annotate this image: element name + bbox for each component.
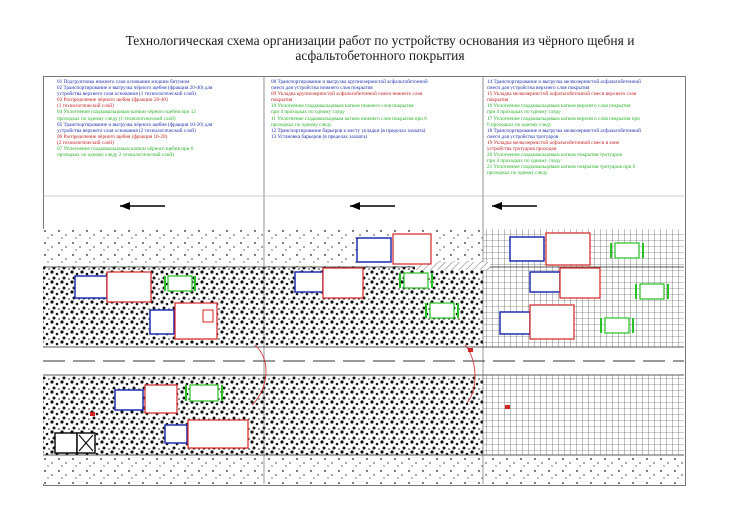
lane-lower-3 (483, 375, 684, 455)
process-note: устройства верхнего слоя основания (2 технологический слой) (57, 127, 196, 134)
process-note: 05 Транспортирование и выгрузка чёрного щебня (фракция 10-20) для (57, 121, 213, 128)
process-note: 10 Уплотнение гладковальцовым катком нижнего слоя покрытия (271, 103, 414, 110)
title-line-1: Технологическая схема организации работ по устройству основания из чёрного щебня и (125, 33, 635, 48)
road-roller (601, 318, 633, 333)
marker (468, 348, 473, 352)
process-note: при 4 проходках по одному следу (487, 109, 561, 116)
road-roller (611, 243, 643, 258)
process-note: 06 Распределение чёрного щебня (фракция 10-20) (57, 133, 168, 140)
process-note: 02 Транспортирование и выгрузка чёрного щебня (фракция 20-40) для (57, 85, 213, 92)
marker (90, 412, 95, 416)
roadside-upper-1 (43, 229, 264, 267)
process-note: 14 Транспортирование и выгрузка мелкозернистой асфальтобетонной (487, 79, 641, 85)
roadside-lower (43, 455, 684, 484)
dump-truck (357, 234, 431, 264)
process-note: 20 Уплотнение гладковальцовым катком покрытия тротуаров (487, 152, 622, 159)
marker (505, 405, 510, 409)
distributor-truck (55, 433, 95, 453)
road-roller (426, 303, 458, 318)
process-note: 08 Транспортирование и выгрузка крупнозернистой асфальтобетонной (271, 79, 428, 85)
process-note: 07 Уплотнение гладковальцовым катком чёрного щебня при 6 (57, 146, 194, 153)
process-note: покрытия (271, 97, 293, 104)
process-note: 15 Укладка мелкозернистой асфальтобетонной смеси верхнего слоя (487, 91, 637, 98)
dump-truck (75, 272, 151, 302)
process-note: смеси для устройства тротуаров (487, 133, 559, 140)
process-note: при 4 проходках по одному следу (271, 109, 345, 116)
process-note: 13 Установка барьеров (в пределах захвата) (271, 133, 368, 140)
process-note: (1 технологический слой) (57, 103, 114, 110)
title-line-2: асфальтобетонного покрытия (295, 48, 465, 63)
process-note: устройства верхнего слоя основания (1 технологический слой) (57, 91, 196, 98)
process-note: проходках по одному следу (1 технологический слой) (57, 115, 176, 122)
process-note: 6 проходках по одному следу (487, 121, 552, 128)
direction-arrow-1 (120, 202, 165, 210)
process-note: 18 Транспортирование и выгрузка мелкозернистой асфальтобетонной (487, 127, 641, 134)
process-note: проходках по одному следу (487, 170, 548, 177)
process-note: смеси для устройства верхнего слоя покрытия (487, 85, 590, 92)
process-note: устройства тротуаров проходов (487, 146, 557, 153)
lane-lower-2 (264, 375, 483, 455)
road-roller (186, 385, 222, 401)
process-note: проходках по одному следу (271, 121, 332, 128)
process-note: 16 Уплотнение гладковальцовым катком верхнего слоя покрытия (487, 103, 631, 110)
process-note: (2 технологический слой) (57, 139, 114, 146)
dump-truck (510, 233, 590, 265)
process-note: 03 Распределение чёрного щебня (фракции 20-40) (57, 97, 168, 104)
process-note: 09 Укладка крупнозернистой асфальтобетонной смеси нижнего слоя (271, 91, 423, 98)
process-note: при 4 проходках по одному следу (487, 158, 561, 165)
process-note: 11 Уплотнение гладковальцовым катком нижнего слоя покрытия при 6 (271, 115, 427, 122)
road-roller (400, 273, 432, 288)
process-note: 21 Уплотнение гладковальцовым катком покрытия тротуаров при 6 (487, 164, 636, 171)
road-roller (165, 276, 195, 291)
process-note: 12 Транспортирование барьеров к месту укладки (в пределах захвата) (271, 127, 426, 134)
direction-arrow-2 (350, 202, 395, 210)
road-roller (636, 284, 668, 299)
process-note: 04 Уплотнение гладковальцовым катком чёрного щебня при 12 (57, 109, 196, 116)
process-note: 17 Уплотнение гладковальцовым катком верхнего слоя покрытия при (487, 115, 640, 122)
process-note: смеси для устройства нижнего слоя покрытия (271, 85, 373, 92)
process-note: 01 Подгрунтовка нижнего слоя основания жидким битумом (57, 79, 190, 85)
process-note: покрытия (487, 97, 509, 104)
direction-arrow-3 (492, 202, 537, 210)
process-note: 19 Укладка мелкозернистой асфальтобетонной смеси в зоне (487, 139, 620, 146)
process-note: проходках по одному следу 2 технологический слой) (57, 152, 174, 159)
